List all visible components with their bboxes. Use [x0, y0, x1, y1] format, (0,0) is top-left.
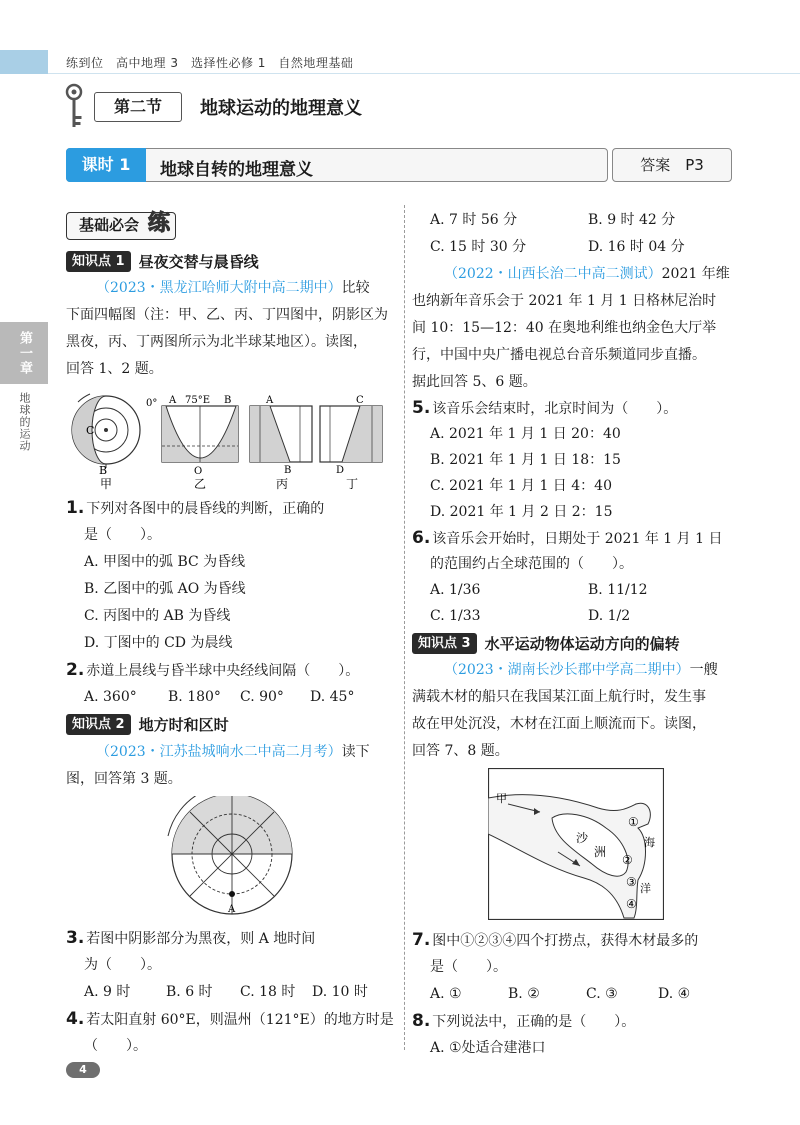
label-bing-b: B — [284, 465, 292, 476]
question-2-option-a: A. 360° — [84, 689, 137, 705]
question-2-option-d: D. 45° — [310, 689, 355, 705]
question-3-option-c: C. 18 时 — [240, 984, 296, 1000]
caption-yi: 乙 — [194, 477, 207, 491]
question-3-option-d: D. 10 时 — [312, 984, 368, 1000]
key-icon — [64, 82, 94, 132]
map-point-2: ② — [622, 853, 633, 867]
intro-5-line-5: 据此回答 5、6 题。 — [412, 374, 537, 390]
question-4-stem-1: 4. 若太阳直射 60°E，则温州（121°E）的地方时是 — [66, 1009, 394, 1029]
question-4-option-d: D. 16 时 04 分 — [588, 239, 685, 255]
intro-7-line-3: 故在甲处沉没，木材在江面上顺流而下。读图， — [412, 716, 706, 732]
question-6-option-c: C. 1/33 — [430, 608, 481, 624]
diagram-ding — [320, 395, 382, 491]
intro-7-line-4: 回答 7、8 题。 — [412, 743, 509, 759]
question-7-option-c: C. ③ — [586, 986, 618, 1002]
question-2-stem: 2. 赤道上晨线与昏半球中央经线间隔（ ）。 — [66, 660, 360, 680]
intro-1-line-2: 下面四幅图（注：甲、乙、丙、丁四图中，阴影区为 — [66, 307, 388, 323]
knowledge-point-2 — [66, 713, 229, 735]
knowledge-point-tag: 知识点 3 — [412, 633, 477, 654]
question-3-option-a: A. 9 时 — [84, 984, 131, 1000]
intro-5-line-3: 间 10：15—12：40 在奥地利维也纳金色大厅举 — [412, 320, 717, 336]
practice-badge: 练 — [148, 211, 171, 236]
map-label-yang: 洋 — [640, 882, 651, 895]
question-7-option-d: D. ④ — [658, 986, 691, 1002]
page-number: 4 — [66, 1062, 100, 1078]
question-7-option-b: B. ② — [508, 986, 540, 1002]
header-accent-strip — [0, 50, 48, 74]
question-5-option-b: B. 2021 年 1 月 1 日 18：15 — [430, 452, 621, 468]
knowledge-point-3 — [412, 632, 680, 654]
section-tab: 第二节 — [94, 92, 182, 122]
question-1-option-d: D. 丁图中的 CD 为晨线 — [84, 635, 233, 651]
intro-5-line-2: 也纳新年音乐会于 2021 年 1 月 1 日格林尼治时 — [412, 293, 717, 309]
question-7-stem-1: 7. 图中①②③④四个打捞点，获得木材最多的 — [412, 930, 699, 950]
caption-jia: 甲 — [100, 477, 113, 491]
question-4-option-b: B. 9 时 42 分 — [588, 212, 676, 228]
question-1-stem-2: 是（ ）。 — [84, 527, 161, 543]
question-8-option-a: A. ①处适合建港口 — [430, 1040, 546, 1056]
source-note: （2022・山西长治二中高二测试） — [444, 266, 662, 282]
question-1-option-a: A. 甲图中的弧 BC 为昏线 — [84, 554, 246, 570]
question-6-stem-1: 6. 该音乐会开始时，日期处于 2021 年 1 月 1 日 — [412, 528, 723, 548]
label-jia-c: C — [86, 424, 95, 437]
knowledge-point-title: 地方时和区时 — [138, 715, 229, 734]
caption-ding: 丁 — [346, 477, 359, 491]
intro-5-line-4: 行，中国中央广播电视总台音乐频道同步直播。 — [412, 347, 706, 363]
breadcrumb: 练到位 高中地理 3 选择性必修 1 自然地理基础 — [66, 56, 354, 70]
label-yi-a: A — [169, 395, 177, 406]
question-5-option-c: C. 2021 年 1 月 1 日 4：40 — [430, 478, 612, 494]
answer-reference: 答案 P3 — [612, 148, 732, 182]
question-5-option-d: D. 2021 年 1 月 2 日 2：15 — [430, 504, 613, 520]
question-5-stem: 5. 该音乐会结束时，北京时间为（ ）。 — [412, 398, 678, 418]
source-note: （2023・江苏盐城响水二中高二月考） — [96, 744, 342, 760]
chapter-tab: 第一章 — [0, 322, 48, 384]
question-3-stem-1: 3. 若图中阴影部分为黑夜，则 A 地时间 — [66, 928, 316, 948]
question-2-option-b: B. 180° — [168, 689, 221, 705]
question-3-stem-2: 为（ ）。 — [84, 957, 161, 973]
label-jia-b: B — [99, 464, 108, 477]
question-7-option-a: A. ① — [430, 986, 462, 1002]
chapter-name: 地球的运动 — [18, 392, 31, 452]
label-yi-zero: 0° — [146, 398, 158, 409]
question-4-option-c: C. 15 时 30 分 — [430, 239, 527, 255]
label-yi-b: B — [224, 395, 232, 406]
lesson-banner — [66, 148, 608, 182]
label-ding-c: C — [356, 395, 364, 406]
intro-7-line-2: 满载木材的船只在我国某江面上航行时，发生事 — [412, 689, 706, 705]
question-1-stem-1: 1. 下列对各图中的晨昏线的判断，正确的 — [66, 498, 325, 518]
source-note: （2023・湖南长沙长郡中学高二期中） — [444, 662, 690, 678]
lesson-label: 课时 1 — [66, 148, 146, 182]
question-6-option-d: D. 1/2 — [588, 608, 631, 624]
knowledge-point-1 — [66, 250, 259, 272]
caption-bing: 丙 — [276, 477, 289, 491]
column-divider — [404, 205, 405, 1050]
map-label-jia: 甲 — [496, 792, 507, 805]
basic-practice-heading: 基础必会 — [66, 212, 176, 240]
diagram-jia — [72, 394, 140, 491]
question-3-option-b: B. 6 时 — [166, 984, 213, 1000]
knowledge-point-tag: 知识点 2 — [66, 714, 131, 735]
intro-7-line-1: （2023・湖南长沙长郡中学高二期中）一艘 — [444, 662, 718, 678]
question-2-option-c: C. 90° — [240, 689, 284, 705]
intro-1-line-1: （2023・黑龙江哈师大附中高二期中）比较 — [96, 280, 370, 296]
label-yi-o: O — [194, 466, 203, 477]
figure-river-map — [488, 768, 664, 920]
question-1-option-c: C. 丙图中的 AB 为昏线 — [84, 608, 231, 624]
source-note: （2023・黑龙江哈师大附中高二期中） — [96, 280, 342, 296]
map-point-4: ④ — [626, 897, 637, 911]
section-title: 地球运动的地理意义 — [200, 98, 362, 119]
label-polar-a: A — [228, 904, 236, 915]
intro-5-line-1: （2022・山西长治二中高二测试）2021 年维 — [444, 266, 730, 282]
intro-3-line-1: （2023・江苏盐城响水二中高二月考）读下 — [96, 744, 370, 760]
knowledge-point-tag: 知识点 1 — [66, 251, 131, 272]
diagram-yi — [146, 395, 238, 491]
knowledge-point-title: 昼夜交替与晨昏线 — [138, 252, 259, 271]
map-point-1: ① — [628, 815, 639, 829]
question-6-option-b: B. 11/12 — [588, 582, 648, 598]
figure-day-night-diagrams — [66, 392, 396, 492]
intro-3-line-2: 图，回答第 3 题。 — [66, 771, 182, 787]
question-4-option-a: A. 7 时 56 分 — [430, 212, 518, 228]
question-8-stem: 8. 下列说法中，正确的是（ ）。 — [412, 1011, 636, 1031]
label-ding-d: D — [336, 465, 345, 476]
question-4-stem-2: （ ）。 — [84, 1038, 147, 1054]
question-5-option-a: A. 2021 年 1 月 1 日 20：40 — [430, 426, 621, 442]
label-bing-a: A — [266, 395, 274, 406]
map-point-3: ③ — [626, 875, 637, 889]
question-7-stem-2: 是（ ）。 — [430, 959, 507, 975]
intro-1-line-3: 黑夜，丙、丁两图所示为北半球某地区）。读图， — [66, 334, 367, 350]
knowledge-point-title: 水平运动物体运动方向的偏转 — [484, 634, 680, 653]
header-rule — [48, 73, 800, 74]
question-6-option-a: A. 1/36 — [430, 582, 481, 598]
figure-polar-view — [162, 796, 302, 916]
map-label-zhou: 洲 — [594, 845, 607, 859]
map-label-sha: 沙 — [576, 831, 589, 845]
label-yi-lon: 75°E — [185, 395, 211, 406]
lesson-title: 地球自转的地理意义 — [160, 160, 313, 180]
map-label-hai: 海 — [644, 836, 655, 849]
intro-1-line-4: 回答 1、2 题。 — [66, 361, 163, 377]
diagram-bing — [250, 395, 312, 491]
question-6-stem-2: 的范围约占全球范围的（ ）。 — [430, 556, 633, 572]
question-1-option-b: B. 乙图中的弧 AO 为昏线 — [84, 581, 246, 597]
